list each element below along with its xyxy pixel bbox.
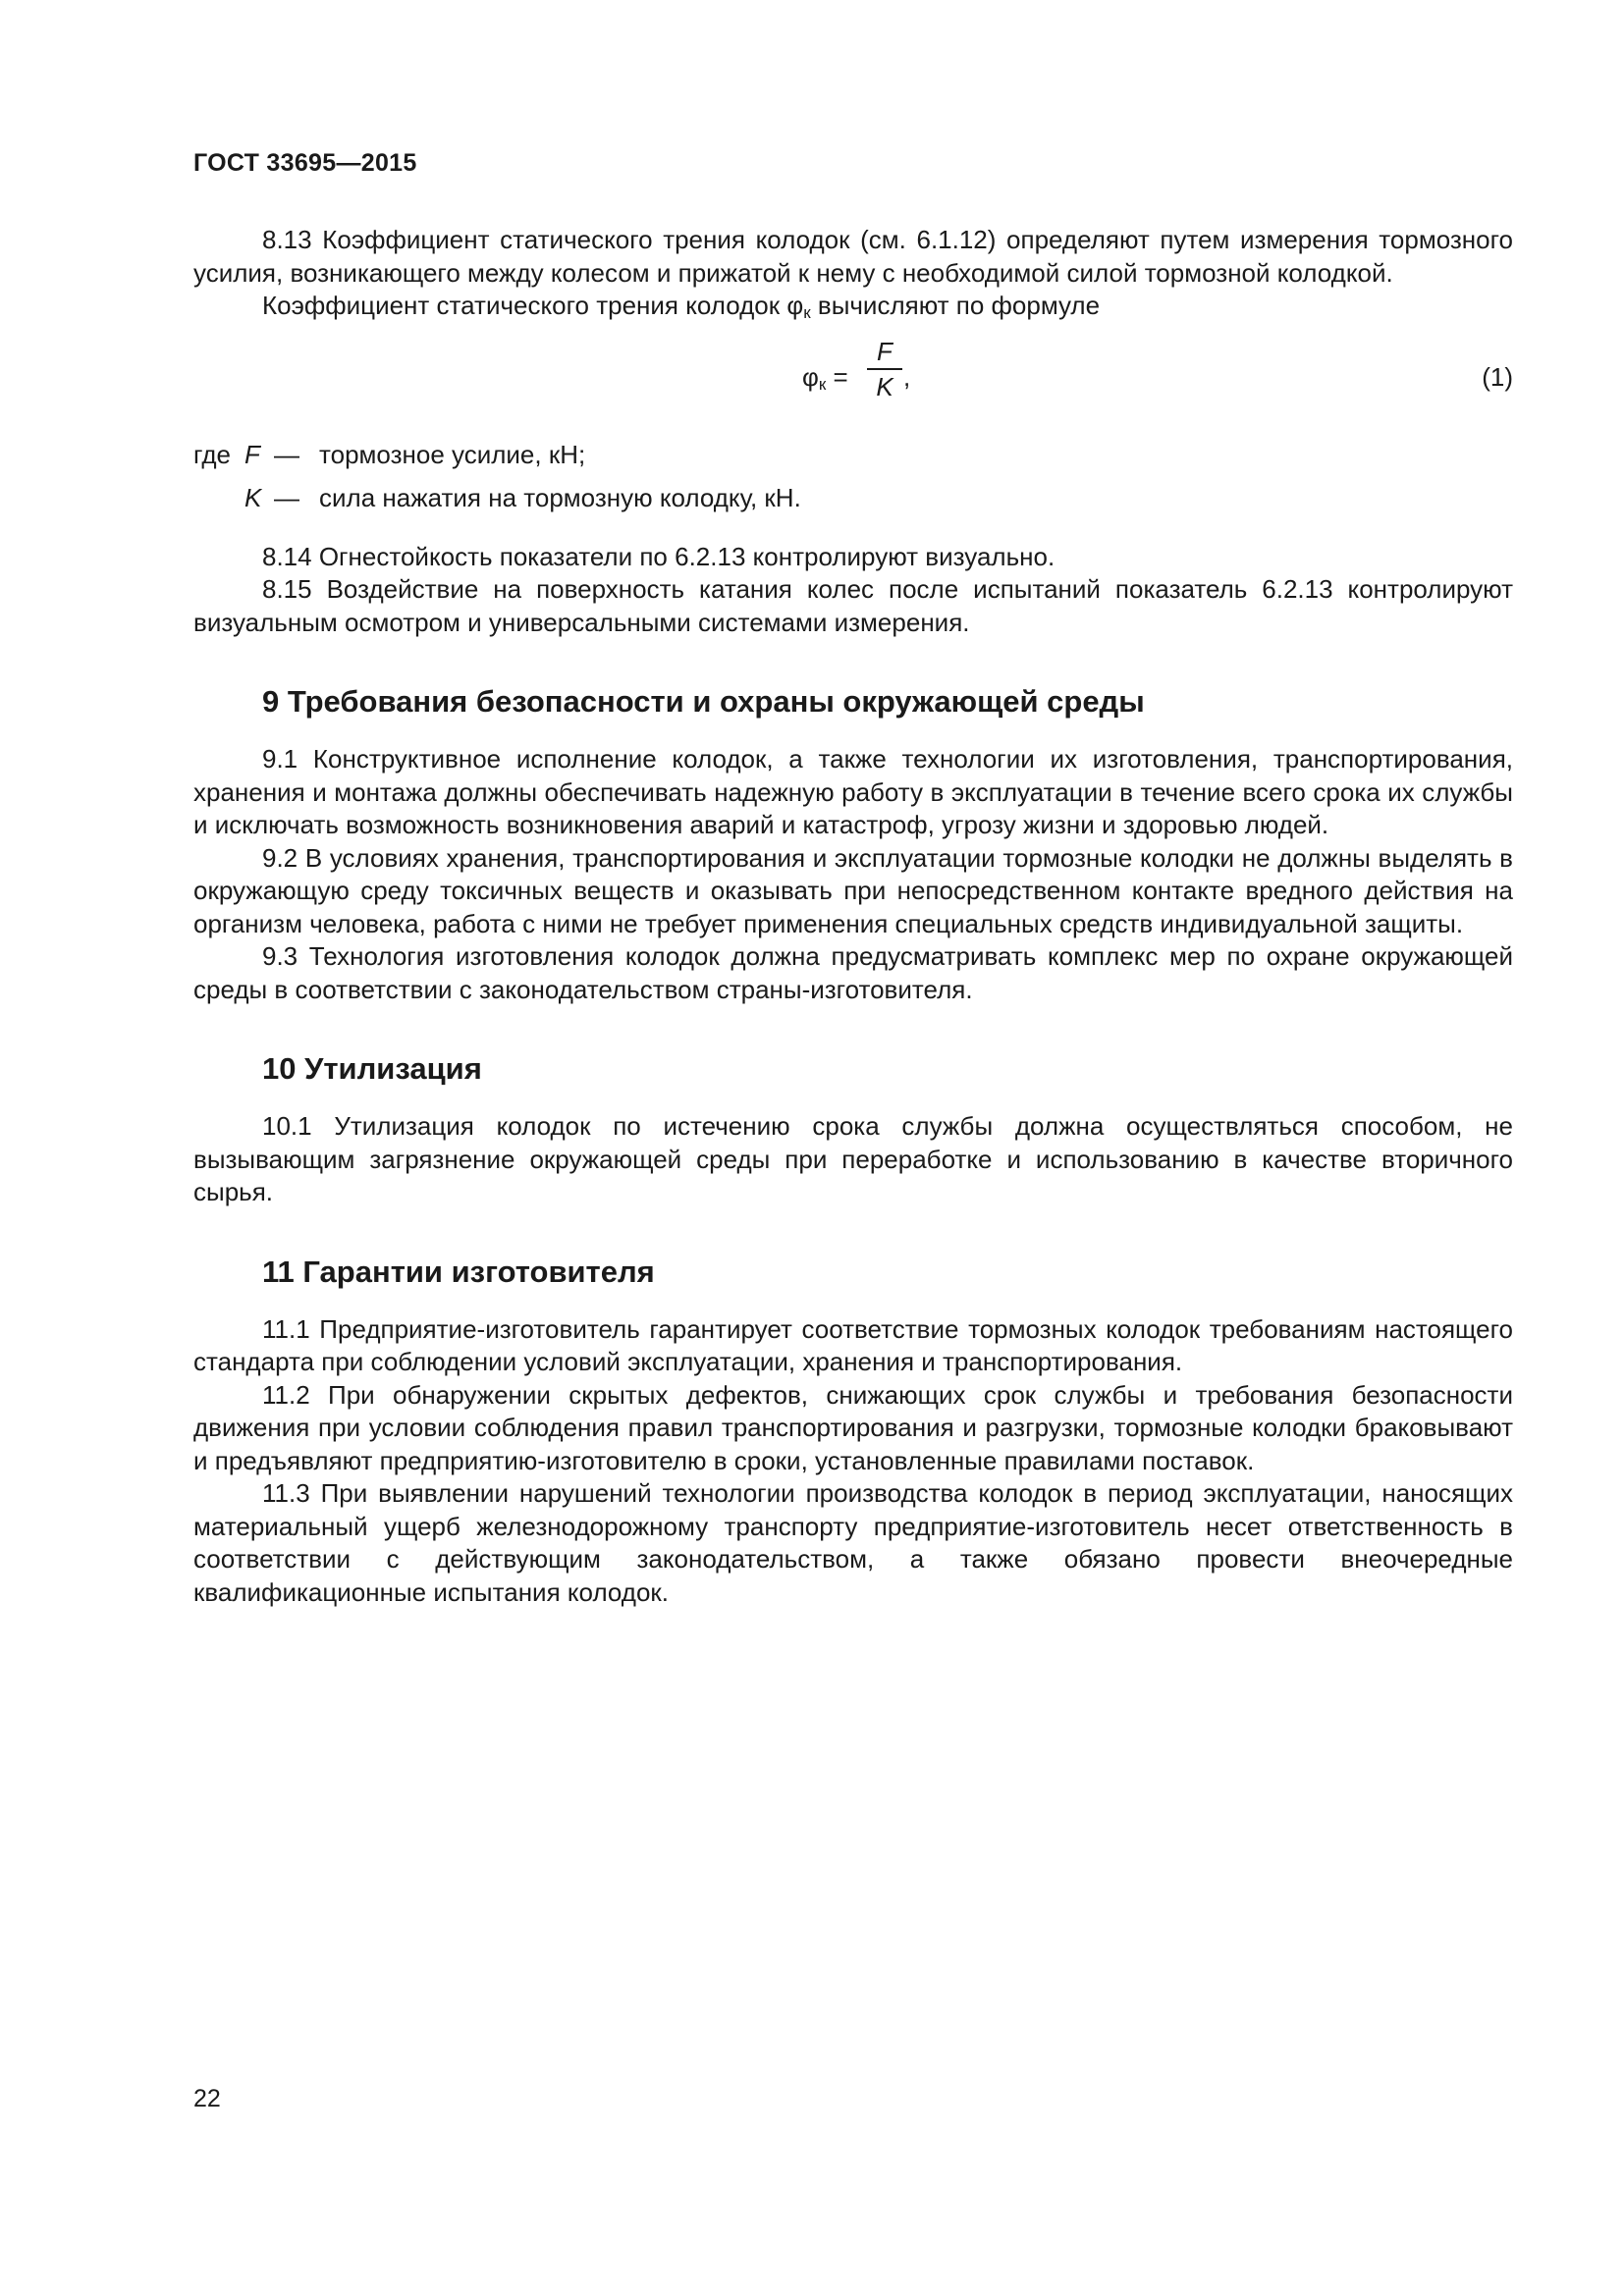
paragraph-10-1: 10.1 Утилизация колодок по истечению срока службы должна осуществляться способом, не вызывающим загрязнение окружающей среды при переработке и использованию в качестве вторичного сырья. (193, 1111, 1513, 1206)
paragraph-coefficient (193, 290, 1513, 323)
legend-text: сила нажатия на тормозную колодку, кН. (319, 482, 801, 512)
legend-row (193, 433, 1513, 476)
coeff-symbol-sub: к (803, 303, 811, 322)
formula-legend (193, 433, 1513, 519)
paragraph-11-2: 11.2 При обнаружении скрытых дефектов, снижающих срок службы и требования безопасности движения при условии соблюдения правил транспортирования и разгрузки, тормозные колодки браковывают и предъявляют предприятию-изготовителю в сроки, установленные правилами поставок. (193, 1379, 1513, 1475)
paragraph-9-3: 9.3 Технология изготовления колодок должна предусматривать комплекс мер по охране окружающей среды в соответствии с законодательством страны-изготовителя. (193, 941, 1513, 1004)
page-number: 22 (193, 2085, 221, 2112)
legend-prefix: где (193, 439, 231, 469)
section-9-title: 9 Требования безопасности и охраны окружающей среды (262, 684, 1145, 719)
coeff-symbol: φ (786, 291, 804, 320)
section-10-title: 10 Утилизация (262, 1051, 482, 1086)
formula-fraction (865, 335, 904, 403)
document-header: ГОСТ 33695—2015 (193, 149, 417, 177)
formula-lhs-sub: к (818, 374, 827, 394)
paragraph-8-14: 8.14 Огнестойкость показатели по 6.2.13 контролируют визуально. (262, 541, 1056, 571)
legend-dash: — (274, 482, 299, 512)
formula-denominator: K (876, 371, 893, 401)
formula-comma: , (903, 361, 911, 392)
paragraph-11-1: 11.1 Предприятие-изготовитель гарантирует соответствие тормозных колодок требованиям настоящего стандарта при соблюдении условий эксплуатации, хранения и транспортирования. (193, 1313, 1513, 1376)
document-body (193, 224, 1513, 1609)
paragraph-8-13: 8.13 Коэффициент статического трения колодок (см. 6.1.12) определяют путем измерения тормозного усилия, возникающего между колесом и прижатой к нему с необходимой силой тормозной колодкой. (193, 225, 1513, 288)
paragraph-11-3: 11.3 При выявлении нарушений технологии производства колодок в период эксплуатации, наносящих материальный ущерб железнодорожному транспорту предприятие-изготовитель несет ответственность в соответствии с действующим законодательством, а также обязано провести внеочередные квалификационные испытания колодок. (193, 1478, 1513, 1607)
formula-number: (1) (1482, 361, 1513, 392)
legend-symbol: F (244, 439, 260, 469)
formula-lhs-symbol: φ (802, 361, 819, 392)
coeff-text-pre: Коэффициент статического трения колодок (262, 291, 787, 320)
formula-lhs (802, 362, 848, 393)
coeff-text-post: вычисляют по формуле (810, 291, 1101, 320)
paragraph-9-2: 9.2 В условиях хранения, транспортирования и эксплуатации тормозные колодки не должны выделять в окружающую среду токсичных веществ и оказывать при непосредственном контакте вредного действия на организм человека, работа с ними не требует применения специальных средств индивидуальной защиты. (193, 842, 1513, 938)
legend-row (193, 476, 1513, 519)
paragraph-8-15: 8.15 Воздействие на поверхность катания колес после испытаний показатель 6.2.13 контролируют визуальным осмотром и универсальными системами измерения. (193, 574, 1513, 637)
formula-1 (193, 335, 1513, 419)
paragraph-9-1: 9.1 Конструктивное исполнение колодок, а также технологии их изготовления, транспортирования, хранения и монтажа должны обеспечивать надежную работу в эксплуатации в течение всего срока их службы и исключать возможность возникновения аварий и катастроф, угрозу жизни и здоровью людей. (193, 744, 1513, 839)
formula-numerator: F (877, 336, 893, 366)
legend-dash: — (274, 439, 299, 469)
section-11-title: 11 Гарантии изготовителя (262, 1254, 655, 1289)
legend-text: тормозное усилие, кН; (319, 439, 586, 469)
formula-equals: = (833, 361, 848, 392)
legend-symbol: K (244, 482, 262, 512)
